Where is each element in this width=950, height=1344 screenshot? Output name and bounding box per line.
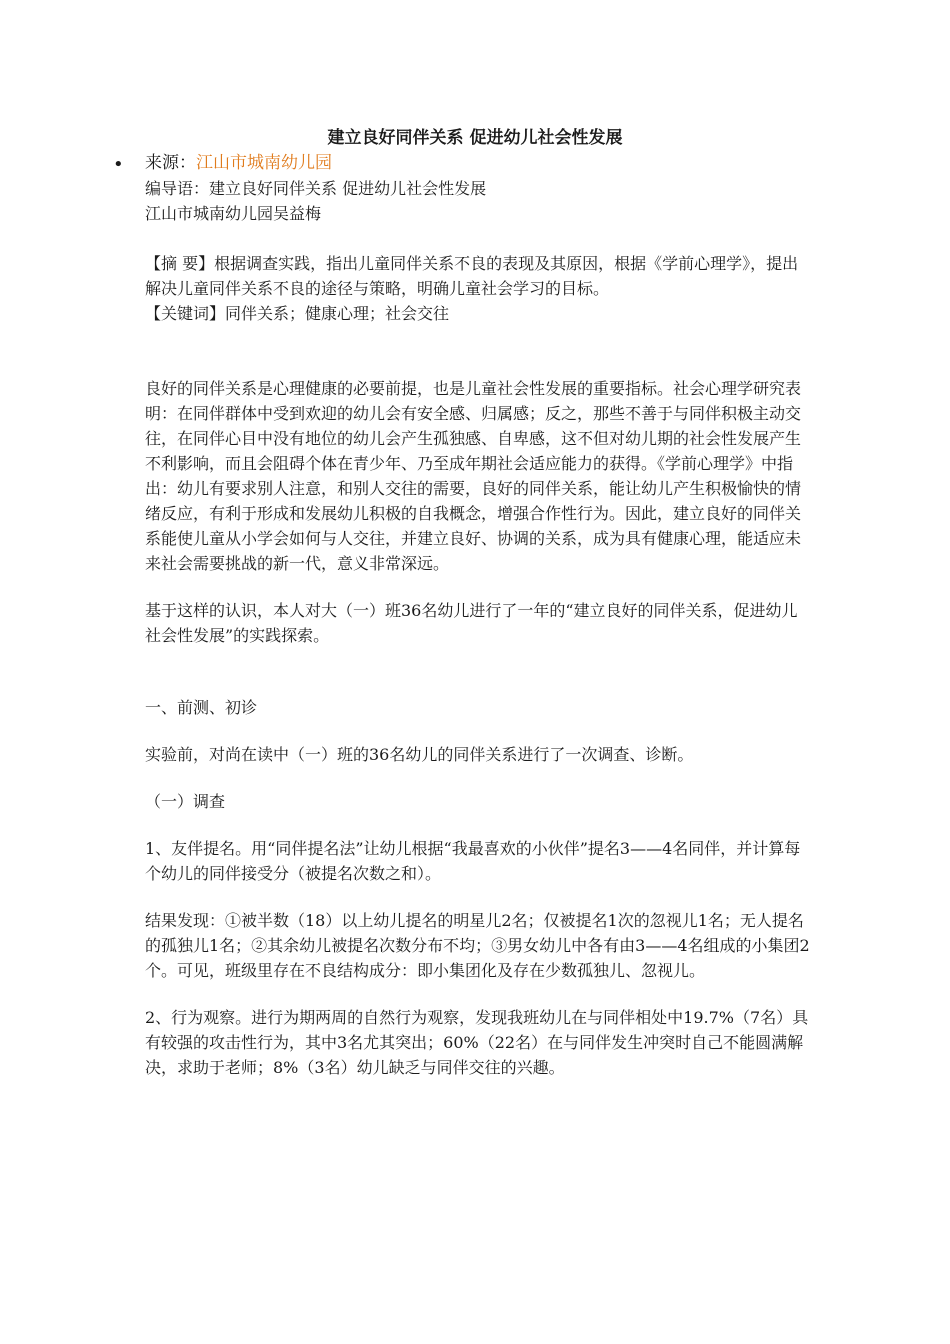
- keywords: 【关键词】同伴关系；健康心理；社会交往: [145, 304, 450, 323]
- abstract: 【摘 要】根据调查实践，指出儿童同伴关系不良的表现及其原因，根据《学前心理学》，提出解决儿童同伴关系不良的途径与策略，明确儿童社会学习的目标。: [145, 254, 799, 298]
- guide-line: 编导语：建立良好同伴关系 促进幼儿社会性发展: [145, 179, 487, 198]
- paragraph-result: 结果发现：①被半数（18）以上幼儿提名的明星儿2名；仅被提名1次的忽视儿1名；无人提名的孤独儿1名；②其余幼儿被提名次数分布不均；③男女幼儿中各有由3——4名组成的小集团2个。可见，班级里存在不良结构成分：即小集团化及存在少数孤独儿、忽视儿。: [145, 911, 810, 980]
- list-bullet: •: [113, 154, 124, 175]
- document-title: 建立良好同伴关系 促进幼儿社会性发展: [327, 128, 623, 148]
- source-line: [145, 150, 810, 176]
- author-line: 江山市城南幼儿园吴益梅: [145, 204, 322, 223]
- paragraph-intro: 良好的同伴关系是心理健康的必要前提，也是儿童社会性发展的重要指标。社会心理学研究表明：在同伴群体中受到欢迎的幼儿会有安全感、归属感；反之，那些不善于与同伴积极主动交往，在同伴心目中没有地位的幼儿会产生孤独感、自卑感，这不但对幼儿期的社会性发展产生不利影响，而且会阻碍个体在青少年、乃至成年期社会适应能力的获得。《学前心理学》中指出：幼儿有要求别人注意，和别人交往的需要，良好的同伴关系，能让幼儿产生积极愉快的情绪反应，有利于形成和发展幼儿积极的自我概念，增强合作性行为。因此，建立良好的同伴关系能使儿童从小学会如何与人交往，并建立良好、协调的关系，成为具有健康心理，能适应未来社会需要挑战的新一代，意义非常深远。: [145, 379, 802, 573]
- subheading-survey: （一）调查: [145, 792, 226, 811]
- section-heading-1: 一、前测、初诊: [145, 698, 258, 717]
- paragraph-item1: 1、友伴提名。用“同伴提名法”让幼儿根据“我最喜欢的小伙伴”提名3——4名同伴，并计算每个幼儿的同伴接受分（被提名次数之和）。: [145, 839, 801, 883]
- paragraph-before: 实验前，对尚在读中（一）班的36名幼儿的同伴关系进行了一次调查、诊断。: [145, 745, 694, 764]
- source-link[interactable]: 江山市城南幼儿园: [196, 153, 332, 173]
- document-body: [145, 150, 810, 1080]
- paragraph-basis: 基于这样的认识，本人对大（一）班36名幼儿进行了一年的“建立良好的同伴关系，促进幼儿社会性发展”的实践探索。: [145, 601, 798, 645]
- source-label: 来源：: [145, 153, 196, 173]
- paragraph-item2: 2、行为观察。进行为期两周的自然行为观察，发现我班幼儿在与同伴相处中19.7%（7名）具有较强的攻击性行为，其中3名尤其突出；60%（22名）在与同伴发生冲突时自己不能圆满解决，求助于老师；8%（3名）幼儿缺乏与同伴交往的兴趣。: [145, 1008, 809, 1077]
